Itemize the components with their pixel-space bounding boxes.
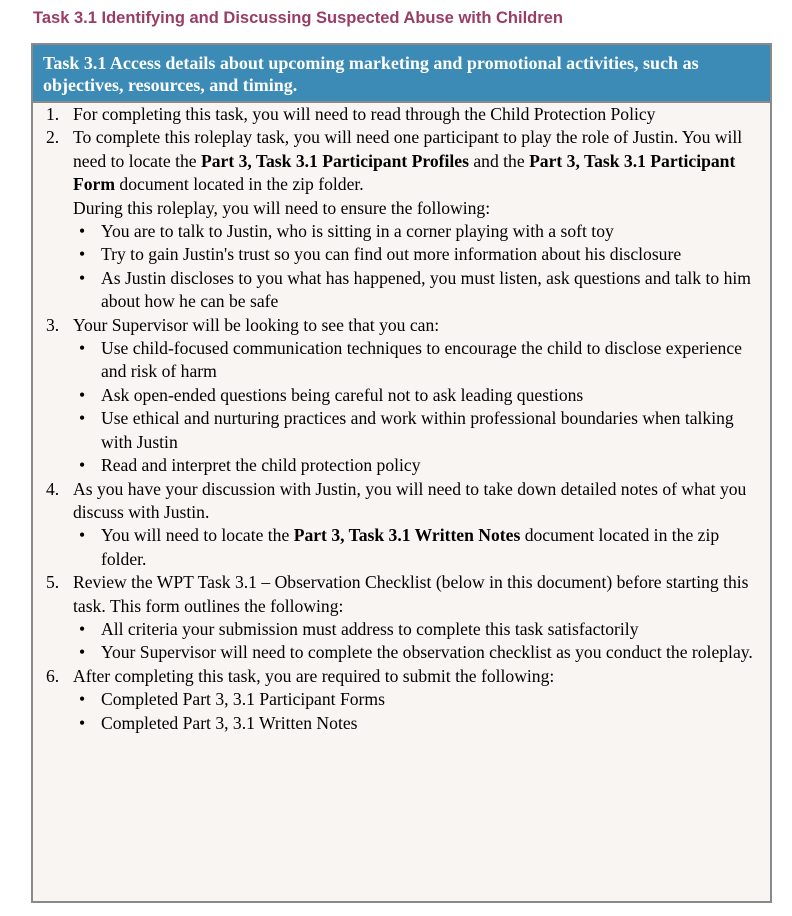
bullet-icon: •	[79, 267, 86, 288]
list-item	[33, 314, 764, 478]
bullet-icon: •	[79, 408, 86, 429]
bullet-text: Try to gain Justin's trust so you can find out more information about his disclosure	[101, 244, 682, 265]
item-text: As you have your discussion with Justin, you will need to take down detailed notes of what you discuss with Justin.	[73, 478, 747, 522]
bullet-icon: •	[79, 221, 86, 242]
bullet-text: Use ethical and nurturing practices and work within professional boundaries when talking with Justin	[101, 408, 734, 452]
bullet-list	[73, 688, 764, 735]
bullet-item	[73, 337, 764, 384]
bullet-icon: •	[79, 642, 86, 663]
bullet-icon: •	[79, 712, 86, 733]
item-number: 6.	[46, 665, 60, 686]
text-segment: and the	[468, 150, 530, 171]
item-number: 3.	[46, 314, 60, 335]
text-segment: You will need to locate the	[101, 525, 294, 546]
bullet-list	[73, 618, 764, 665]
item-text: During this roleplay, you will need to ensure the following:	[73, 197, 491, 218]
document-name: Part 3, Task 3.1 Participant Form	[73, 150, 736, 195]
item-text: Review the WPT Task 3.1 – Observation Checklist (below in this document) before starting this task. This form outlines the following:	[73, 572, 749, 616]
list-item	[33, 478, 764, 572]
bullet-item	[73, 220, 764, 243]
bullet-icon: •	[79, 618, 86, 639]
bullet-text: Ask open-ended questions being careful not to ask leading questions	[101, 384, 584, 405]
item-text: For completing this task, you will need to read through the Child Protection Policy	[73, 104, 656, 124]
bullet-text: Read and interpret the child protection policy	[101, 455, 421, 476]
bullet-text: Completed Part 3, 3.1 Participant Forms	[101, 689, 385, 710]
item-number: 4.	[46, 478, 60, 499]
list-item	[33, 571, 764, 665]
item-text: Your Supervisor will be looking to see that you can:	[73, 314, 440, 335]
bullet-icon: •	[79, 338, 86, 359]
bullet-icon: •	[79, 689, 86, 710]
bullet-item	[73, 407, 764, 454]
bullet-list	[73, 220, 764, 314]
list-item	[33, 665, 764, 735]
bullet-list	[73, 524, 764, 571]
list-item	[33, 126, 764, 313]
document-name: Part 3, Task 3.1 Participant Profiles	[200, 150, 469, 171]
bullet-item	[73, 688, 764, 711]
bullet-list	[73, 337, 764, 477]
bullet-item	[73, 267, 764, 314]
task-header: Task 3.1 Access details about upcoming marketing and promotional activities, such as objectives, resources, and timing.	[33, 45, 770, 103]
item-text	[73, 126, 764, 196]
bullet-item	[73, 712, 764, 735]
item-number: 1.	[46, 104, 60, 124]
text-segment: document located in the zip folder.	[101, 525, 720, 569]
item-number: 2.	[46, 127, 60, 148]
page-title: Task 3.1 Identifying and Discussing Suspected Abuse with Children	[33, 9, 563, 27]
bullet-item	[73, 641, 764, 664]
bullet-text: Use child-focused communication techniques to encourage the child to disclose experience and risk of harm	[101, 338, 742, 382]
bullet-icon: •	[79, 455, 86, 476]
task-instructions	[33, 103, 770, 735]
bullet-item	[73, 618, 764, 641]
instruction-list	[33, 103, 764, 735]
item-number: 5.	[46, 572, 60, 593]
bullet-item	[73, 524, 764, 571]
bullet-text: All criteria your submission must address to complete this task satisfactorily	[101, 618, 639, 639]
list-item	[33, 103, 764, 126]
bullet-icon: •	[79, 525, 86, 546]
text-segment: To complete this roleplay task, you will need one participant to play the role of Justin. You will need to locate the	[73, 127, 743, 171]
text-segment: document located in the zip folder.	[115, 174, 364, 195]
bullet-text: As Justin discloses to you what has happened, you must listen, ask questions and talk to him about how he can be safe	[101, 267, 751, 312]
bullet-text: Completed Part 3, 3.1 Written Notes	[101, 712, 358, 733]
item-text: After completing this task, you are required to submit the following:	[73, 665, 555, 686]
bullet-item	[73, 384, 764, 407]
document-name: Part 3, Task 3.1 Written Notes	[293, 525, 521, 546]
bullet-icon: •	[79, 244, 86, 265]
bullet-text: Your Supervisor will need to complete the observation checklist as you conduct the roleplay.	[101, 642, 753, 663]
bullet-text: You are to talk to Justin, who is sitting in a corner playing with a soft toy	[101, 221, 614, 242]
bullet-item	[73, 454, 764, 477]
bullet-icon: •	[79, 384, 86, 405]
task-box	[31, 43, 772, 903]
bullet-item	[73, 243, 764, 266]
